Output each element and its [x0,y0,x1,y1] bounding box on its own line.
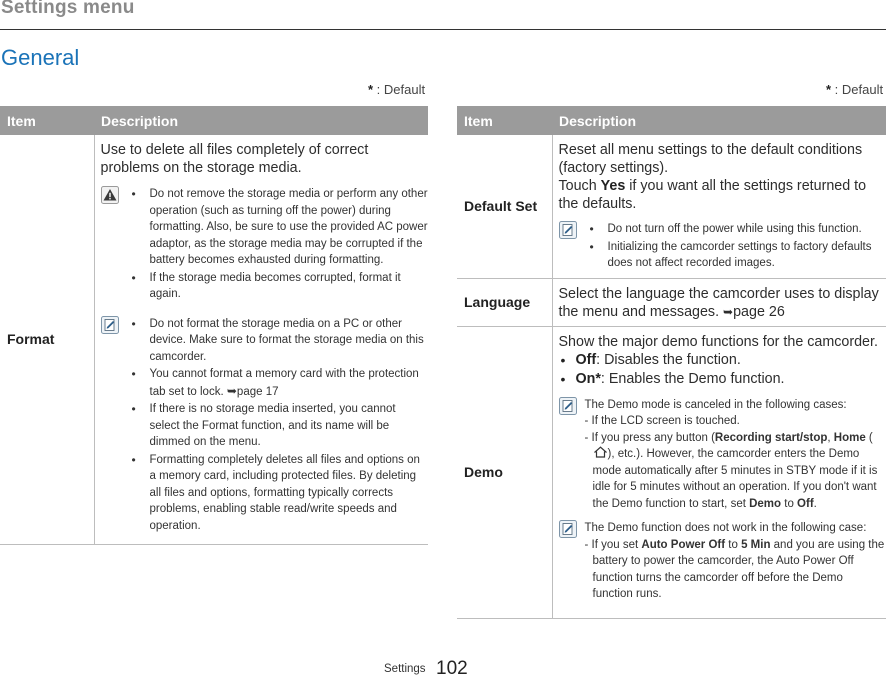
page-ref-arrow-icon: ➥ [226,383,237,398]
format-warning-item: • Do not remove the storage media or perform any other operation (such as turning off the power) during formatting. Also, be sure to use the provided AC power adaptor, as the storage media may be corrupted if the battery becomes exhausted during formatting. [125,186,429,269]
col-header-item: Item [457,106,552,135]
option-text: : Enables the Demo function. [600,370,785,387]
format-note-item: • Do not format the storage media on a PC or other device. Make sure to format the storage media on this camcorder. [125,316,429,366]
demo-note-block-1 [559,397,886,513]
format-note-text: You cannot format a memory card with the protection tab set to lock. [149,368,419,398]
memo-note-icon [101,316,119,334]
text-fragment: to [725,538,742,551]
yes-term: Yes [600,178,626,194]
desc-demo [552,326,886,618]
demo-note-2 [583,520,886,603]
text-fragment: ( [865,431,873,444]
format-intro: Use to delete all files completely of correct problems on the storage media. [100,142,369,176]
page-ref: page 17 [236,385,279,398]
format-warning-block [101,186,429,304]
item-format: Format [0,135,94,544]
demo-option-off [559,351,886,370]
format-note-item: • If there is no storage media inserted, you cannot select the Format function, and its name will be dimmed on the menu. [125,401,429,451]
demo-note-line [585,537,886,603]
text-fragment: and you are using the battery to power the camcorder, the Auto Power Off function turns the camcorder off before the Demo function runs. [592,538,885,600]
text-fragment: ), etc.). However, the camcorder enters the Demo mode automatically after 5 minutes in STBY mode if it is idle for 5 minutes without an operation. If you don't want the Demo function to start, set [592,448,878,510]
option-text: : Disables the function. [596,351,741,368]
default-star: * [368,82,374,97]
page-header-title: Settings menu [1,0,135,18]
text-fragment: to [781,497,798,510]
demo-note-line: - If the LCD screen is touched. [584,415,740,427]
text-fragment: . [813,497,817,510]
default-set-note-item: • Do not turn off the power while using this function. [583,221,886,238]
text-fragment: Recording start/stop [714,431,828,444]
item-demo: Demo [457,326,552,618]
option-label: Off [575,351,597,368]
text-fragment: Touch [558,178,601,194]
home-icon [593,446,608,458]
default-set-line1: Reset all menu settings to the default conditions (factory settings). [558,142,863,176]
default-star: * [826,82,832,97]
desc-default-set [552,135,886,278]
text-fragment: Off [797,497,814,510]
text-fragment: if you want all the settings returned to the defaults. [558,178,867,212]
default-set-note-item: • Initializing the camcorder settings to factory defaults does not affect recorded images. [583,239,886,272]
section-title: General [1,45,80,70]
warning-triangle-icon [101,186,119,204]
default-legend-text: : Default [373,82,426,97]
table-row-default-set [457,135,886,278]
demo-intro: Show the major demo functions for the camcorder. [558,333,878,350]
demo-options-list [559,351,886,389]
table-row-format [0,135,428,544]
table-row-demo [457,326,886,618]
col-header-description: Description [552,106,886,135]
default-legend-right [826,82,883,97]
desc-format [94,135,428,544]
default-legend-left [368,82,425,97]
right-settings-table [457,106,886,619]
format-note-item: • Formatting completely deletes all files and options on a memory card, including protected files. By deleting all files and options, formatting typically corrects problems, enabling stable read/write speeds and operation. [125,452,429,535]
text-fragment: 5 Min [741,538,771,551]
text-fragment: , [827,431,834,444]
page-number: 102 [436,658,468,677]
page-ref-arrow-icon: ➥ [723,304,734,319]
memo-note-icon [559,520,577,538]
text-fragment: - If you press any button ( [584,431,715,444]
language-description [559,285,886,321]
page-ref: page 26 [733,303,785,320]
table-header-row [457,106,886,135]
footer-section-label: Settings [384,663,426,675]
default-set-note-block [559,221,886,273]
col-header-item: Item [0,106,94,135]
item-language: Language [457,278,552,326]
text-fragment: Demo [749,497,782,510]
default-set-line2 [559,177,886,213]
table-header-row [0,106,428,135]
table-row-language [457,278,886,326]
option-label: On* [575,370,601,387]
demo-note-block-2 [559,520,886,603]
memo-note-icon [559,221,577,239]
text-fragment: Home [833,431,866,444]
text-fragment: Select the language the camcorder uses to display the menu and messages. [558,285,879,320]
format-note-block [101,316,429,536]
format-warning-item: • If the storage media becomes corrupted, format it again. [125,270,429,303]
header-divider [0,29,886,30]
format-note-item [125,366,429,400]
demo-note-line [585,430,886,513]
left-settings-table [0,106,428,545]
text-fragment: - If you set [584,538,642,551]
demo-note-1 [583,397,886,513]
memo-note-icon [559,397,577,415]
item-default-set: Default Set [457,135,552,278]
col-header-description: Description [94,106,428,135]
demo-note-head: The Demo function does not work in the following case: [584,522,867,534]
demo-note-head: The Demo mode is canceled in the following cases: [584,398,847,411]
desc-language [552,278,886,326]
text-fragment: Auto Power Off [641,538,726,551]
demo-option-on [559,370,886,389]
default-legend-text: : Default [831,82,884,97]
